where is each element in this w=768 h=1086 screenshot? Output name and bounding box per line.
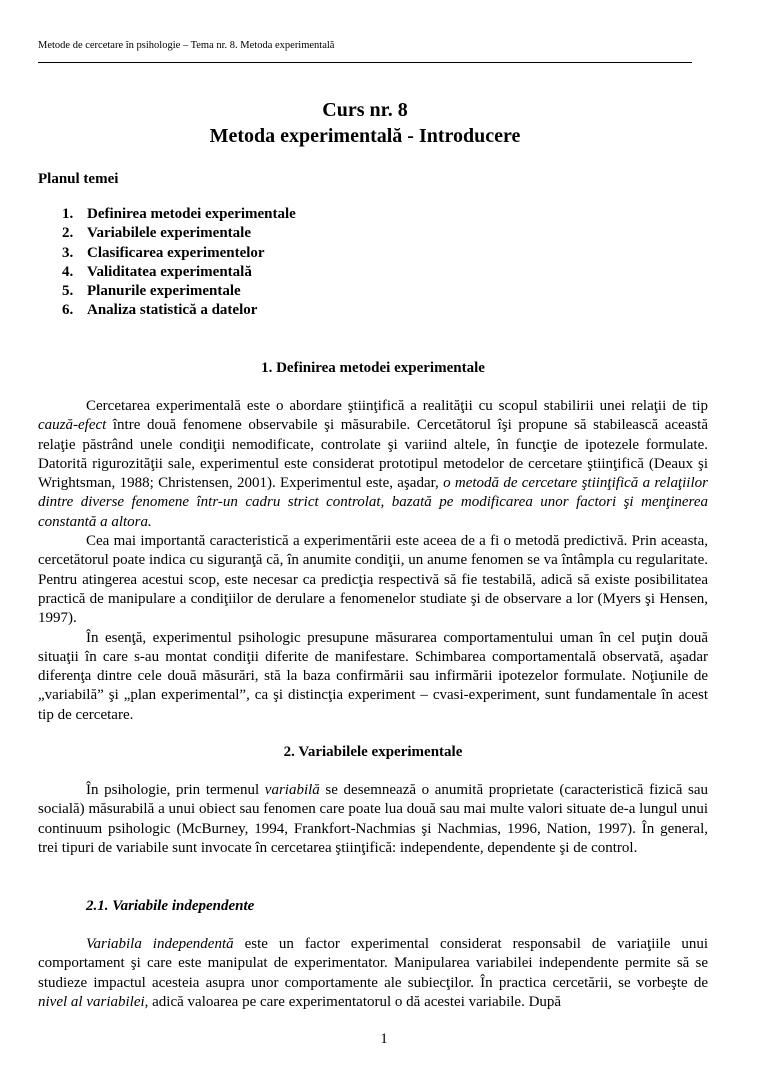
paragraph: Cea mai importantă caracteristică a experimentării este aceea de a fi o metodă predictivă. Prin aceasta, cercetătorul poate indica cu siguranţă că, în anumite condiţii, un anume fenomen se va întâmpla cu regularitate. Pentru atingerea acestui scop, este necesar ca predicţia respectivă să fie testabilă, adică să existe posibilitatea practică de manipulare a condiţiilor de derulare a fenomenelor studiate şi de observare a lor (Myers şi Hensen, 1997). xyxy=(38,533,708,627)
plan-item-number: 3. xyxy=(62,244,74,261)
section1-body xyxy=(38,397,708,725)
section-heading-variables: 2. Variabilele experimentale xyxy=(283,744,463,760)
plan-item-label: Variabilele experimentale xyxy=(87,225,251,242)
subsection-heading-independent: 2.1. Variabile independente xyxy=(86,898,255,914)
plan-item xyxy=(62,224,296,243)
plan-item xyxy=(62,263,296,282)
paragraph-text: Cercetarea experimentală este o abordare ştiinţifică a realităţii cu scopul stabilirii unei relaţii de tip xyxy=(86,398,708,414)
paragraph-text: , adică valoarea pe care experimentatorul o dă acestei variabile. După xyxy=(144,993,562,1010)
plan-item-label: Analiza statistică a datelor xyxy=(87,302,258,319)
section-heading-definition: 1. Definirea metodei experimentale xyxy=(261,360,485,376)
plan-item-number: 1. xyxy=(62,206,74,222)
plan-item-number: 2. xyxy=(62,225,74,242)
paragraph xyxy=(38,935,708,1012)
plan-item-label: Clasificarea experimentelor xyxy=(87,244,265,261)
emphasis-text: Variabila independentă xyxy=(86,936,234,952)
plan-item-label: Validitatea experimentală xyxy=(87,263,252,280)
header-divider xyxy=(38,62,692,63)
plan-item xyxy=(62,205,296,224)
plan-item-number: 6. xyxy=(62,302,74,319)
plan-item xyxy=(62,301,296,320)
paragraph xyxy=(38,781,708,858)
emphasis-text: o metodă de cercetare ştiinţifică a relaţiilor dintre diverse fenomene într-un cadru strict controlat, bazată pe modificarea unor factori şi menţinerea constantă a altora. xyxy=(38,475,708,530)
plan-item-label: Definirea metodei experimentale xyxy=(87,206,296,222)
emphasis-text: nivel al variabilei xyxy=(38,993,145,1010)
plan-item xyxy=(62,282,296,301)
paragraph-text: este un factor experimental considerat responsabil de variaţiile unui comportament şi care este manipulat de experimentator. Manipularea variabilei independente permite să se studieze impactul acesteia asupra unor comportamente ale subiecţilor. În practica cercetării, se vorbeşte de xyxy=(38,936,708,991)
plan-item-number: 4. xyxy=(62,263,74,280)
page-number: 1 xyxy=(380,1031,388,1047)
emphasis-text: cauză-efect xyxy=(38,417,107,434)
paragraph xyxy=(38,397,708,532)
plan-item xyxy=(62,244,296,263)
section2-body xyxy=(38,781,708,858)
course-title-line1: Curs nr. 8 xyxy=(322,99,408,121)
plan-item-label: Planurile experimentale xyxy=(87,283,241,300)
subsection-body xyxy=(38,935,708,1012)
plan-heading: Planul temei xyxy=(38,171,119,187)
course-title xyxy=(38,97,692,149)
paragraph-text: se desemnează o anumită proprietate (caracteristică fizică sau socială) măsurabilă a unui obiect sau fenomen care poate lua două sau mai multe valori situate de-a lungul unui continuum psihologic (McBurney, 1994, Frankfort-Nachmias şi Nachmias, 1996, Nation, 1997). În general, trei tipuri de variabile sunt invocate în cercetarea ştiinţifică: independente, dependente şi de control. xyxy=(38,782,709,856)
plan-list xyxy=(62,205,296,321)
emphasis-text: variabilă xyxy=(264,782,320,798)
paragraph-text: între două fenomene observabile şi măsurabile. Cercetătorul îşi propune să stabilească această relaţie păstrând unele condiţii nemodificate, controlate şi variind altele, în funcţie de ipotezele formulate. Datorită rigurozităţii sale, experimentul este considerat prototipul metodelor de cercetare ştiinţifică (Deaux şi Wrightsman, 1988; Christensen, 2001). Experimentul este, aşadar, xyxy=(38,417,708,492)
running-header: Metode de cercetare în psihologie – Tema nr. 8. Metoda experimentală xyxy=(38,40,335,51)
paragraph-text: În psihologie, prin termenul xyxy=(86,782,265,798)
plan-item-number: 5. xyxy=(62,283,74,300)
course-title-line2: Metoda experimentală - Introducere xyxy=(209,125,521,147)
paragraph: În esenţă, experimentul psihologic presupune măsurarea comportamentului uman în cel puţin două situaţii în care s-au montat condiţii diferite de manifestare. Schimbarea comportamentală observată, aşadar diferenţa dintre cele două măsurări, stă la baza confirmării sau infirmării ipotezelor formulate. Noţiunile de „variabilă” şi „plan experimental”, ca şi distincţia experiment – cvasi-experiment, sunt fundamentale în acest tip de cercetare. xyxy=(38,629,708,723)
